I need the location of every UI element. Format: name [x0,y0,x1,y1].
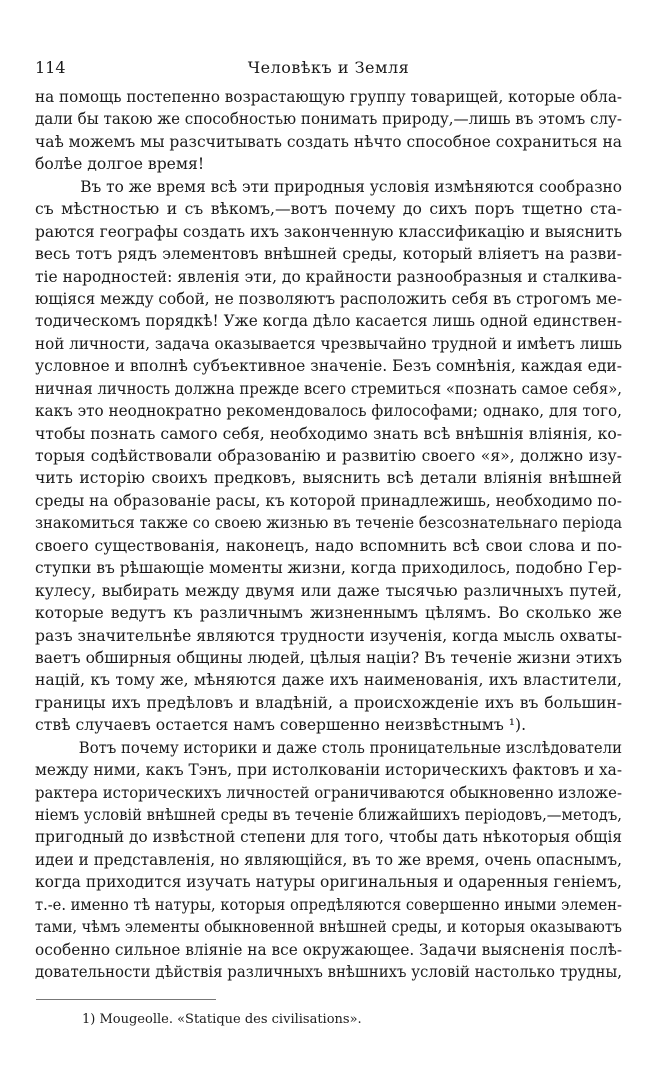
text-line: тодическомъ порядкѣ! Уже когда дѣло касается лишь одной единствен- [35,312,622,331]
text-line: ваетъ обширныя общины людей, цѣлыя націи? Въ теченіе жизни этихъ [35,648,622,667]
text-line: ствѣ случаевъ остается намъ совершенно неизвѣстнымъ ¹). [35,716,527,735]
text-line: на помощь постепенно возрастающую группу товарищей, которые обла- [35,88,622,106]
text-line: довательности дѣйствія различныхъ внѣшнихъ условій настолько трудны, [35,963,622,982]
text-line: чаѣ можемъ мы разсчитывать создать нѣчто способное сохраниться на [35,132,622,151]
text-line: дали бы такою же способностью понимать природу,—лишь въ этомъ слу- [35,110,622,129]
text-line: какъ это неоднократно рекомендовалось философами; однако, для того, [35,402,622,421]
text-line: Вотъ почему историки и даже столь проницательные изслѣдователи [78,738,623,757]
text-line: весь тотъ рядъ элементовъ внѣшней среды, который вліяетъ на разви- [35,245,622,264]
text-line: чтобы познать самого себя, необходимо знать всѣ внѣшнія вліянія, ко- [35,424,622,443]
text-line: знакомиться также со своею жизнью въ теченіе безсознательнаго періода [35,514,622,533]
text-line: пригодный до извѣстной степени для того, чтобы дать нѣкоторыя общія [35,828,622,847]
text-line: которые ведутъ къ различнымъ жизненнымъ цѣлямъ. Во сколько же [35,604,622,623]
text-line: кулесу, выбирать между двумя или даже тысячью различныхъ путей, [35,581,622,600]
text-line: ющіяся между собой, не позволяютъ расположить себя въ строгомъ ме- [35,289,622,308]
text-line: рактера историческихъ личностей ограничиваются обыкновенно изложе- [35,783,622,802]
page-number: 114 [35,58,66,77]
text-line: болѣе долгое время! [35,155,205,174]
paragraph [35,176,622,737]
footnote-divider [36,999,216,1000]
text-line: раются географы создать ихъ законченную классификацію и выяснить [35,222,622,241]
text-line: чить исторію своихъ предковъ, выяснить всѣ детали вліянія внѣшней [35,469,622,488]
text-line: тіе народностей: явленія эти, до крайности разнообразныя и сталкива- [35,267,622,286]
text-line: своего существованія, наконецъ, надо вспомнить всѣ свои слова и по- [35,536,622,555]
text-line: ной личности, задача оказывается чрезвычайно трудной и имѣетъ лишь [35,334,622,353]
text-line: ступки въ рѣшающіе моменты жизни, когда приходилось, подобно Гер- [35,559,622,578]
text-line: особенно сильное вліяніе на все окружающее. Задачи выясненія послѣ- [35,940,622,959]
paragraph [35,737,622,984]
paragraph [35,86,622,176]
text-line: условное и вполнѣ субъективное значеніе. Безъ сомнѣнія, каждая еди- [35,357,622,376]
text-line: съ мѣстностью и съ вѣкомъ,—вотъ почему до сихъ поръ тщетно ста- [35,200,622,219]
text-line: идеи и представленія, но являющійся, въ то же время, очень опаснымъ, [35,850,622,869]
text-line: ніемъ условій внѣшней среды въ теченіе ближайшихъ періодовъ,—методъ, [35,806,622,824]
text-line: когда приходится изучать натуры оригинальныя и одаренныя геніемъ, [35,873,622,892]
text-line: націй, къ тому же, мѣняются даже ихъ наименованія, ихъ властители, [35,671,622,690]
page-header [35,58,622,82]
text-line: Въ то же время всѣ эти природныя условія измѣняются сообразно [80,177,622,196]
footnote: 1) Mougeolle. «Statique des civilisations». [82,1012,362,1027]
text-line: разъ значительнѣе являются трудности изученія, когда мысль охваты- [35,626,622,645]
text-line: тами, чѣмъ элементы обыкновенной внѣшней среды, и которыя оказываютъ [35,918,622,937]
text-line: среды на образованіе расы, къ которой принадлежишь, необходимо по- [35,491,622,510]
text-line: между ними, какъ Тэнъ, при истолкованіи историческихъ фактовъ и ха- [35,761,622,780]
text-line: ничная личность должна прежде всего стремиться «познать самое себя», [35,379,622,398]
text-line: границы ихъ предѣловъ и владѣній, а происхожденіе ихъ въ большин- [35,693,622,712]
text-line: торыя содѣйствовали образованію и развитію своего «я», должно изу- [35,447,622,465]
running-title: Человѣкъ и Земля [247,58,410,77]
body-text [35,86,622,984]
text-line: т.-е. именно тѣ натуры, которыя опредѣляются совершенно иными элемен- [35,895,622,914]
